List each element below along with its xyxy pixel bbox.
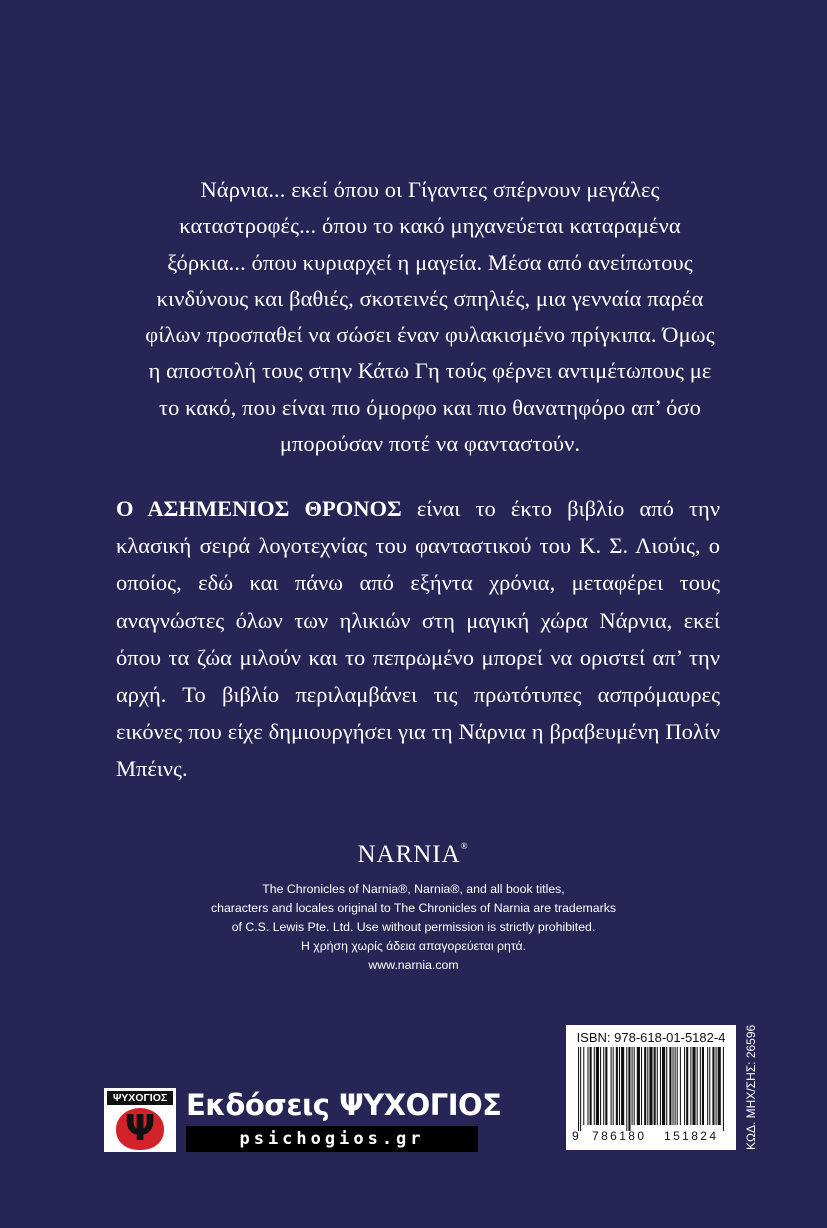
book-title: Ο ΑΣΗΜΕΝΙΟΣ ΘΡΟΝΟΣ — [116, 496, 402, 521]
barcode-bar — [628, 1047, 630, 1131]
psi-icon: Ψ — [116, 1108, 164, 1150]
barcode-bar — [723, 1047, 724, 1131]
barcode-bar — [603, 1047, 604, 1125]
barcode-bar — [675, 1047, 676, 1125]
barcode-bar — [613, 1047, 614, 1125]
narnia-logo-text: NARNIA — [357, 841, 461, 868]
barcode-bar — [680, 1047, 681, 1125]
barcode-bar — [692, 1047, 695, 1125]
barcode-bar — [605, 1047, 607, 1125]
publisher-logo — [104, 1088, 502, 1152]
barcode-bar — [707, 1047, 708, 1125]
barcode-bar — [690, 1047, 691, 1125]
legal-line: characters and locales original to The Chronicles of Narnia are trademarks — [210, 901, 617, 915]
barcode-bar — [712, 1047, 714, 1125]
barcode-bar — [641, 1047, 642, 1125]
barcode-bar — [686, 1047, 688, 1125]
barcode-bar — [660, 1047, 661, 1125]
barcode-bar — [644, 1047, 646, 1125]
barcode-bar — [697, 1047, 698, 1125]
barcode-bar — [673, 1047, 674, 1125]
barcode-bar — [666, 1047, 667, 1125]
barcode-bar — [600, 1047, 601, 1125]
legal-line: Η χρήση χωρίς άδεια απαγορεύεται ρητά. — [300, 939, 527, 953]
barcode-bars — [576, 1047, 726, 1131]
machine-code: ΚΩΔ. ΜΗΧ/ΣΗΣ: 26596 — [744, 1024, 758, 1150]
barcode-bar — [700, 1047, 701, 1125]
back-cover-blurb: Νάρνια... εκεί όπου οι Γίγαντες σπέρνουν μεγάλες καταστροφές... όπου το κακό μηχανεύεται καταραμένα ξόρκια... όπου κυριαρχεί η μαγεία. Μέσα από ανείπωτους κινδύνους και βαθιές, σκοτεινές σπηλιές, μια γενναία παρέα φίλων προσπαθεί να σώσει έναν φυλακισμένο πρίγκιπα. Όμως η αποστολή τους στην Κάτω Γη τούς φέρνει αντιμέτωπους με το κακό, που είναι πιο όμορφο και πιο θανατηφόρο απ’ όσο μπορούσαν ποτέ να φανταστούν. — [145, 177, 715, 457]
narnia-website: www.narnia.com — [368, 958, 459, 972]
barcode-bar — [702, 1047, 704, 1125]
barcode-bar — [632, 1047, 633, 1125]
legal-line: of C.S. Lewis Pte. Ltd. Use without permission is strictly prohibited. — [231, 920, 596, 934]
barcode-bar — [669, 1047, 671, 1125]
isbn-number: ISBN: 978-618-01-5182-4 — [576, 1030, 726, 1045]
publisher-emblem — [104, 1088, 176, 1152]
registered-mark: ® — [460, 841, 469, 851]
barcode-bar — [619, 1047, 620, 1125]
barcode-bar — [580, 1047, 581, 1131]
barcode-bar — [596, 1047, 599, 1125]
barcode-bar — [578, 1047, 579, 1131]
barcode-digits-right: 151824 — [664, 1129, 719, 1143]
barcode-bar — [583, 1047, 584, 1125]
barcode-bar — [677, 1047, 678, 1125]
narnia-logo — [330, 841, 496, 869]
barcode-bar — [616, 1047, 618, 1125]
isbn-barcode — [566, 1025, 736, 1150]
barcode-bar — [684, 1047, 685, 1125]
barcode-digits-left: 786180 — [592, 1129, 647, 1143]
barcode-bar — [649, 1047, 652, 1125]
emblem-label: ΨΥΧΟΓΙΟΣ — [107, 1091, 173, 1105]
book-description — [116, 490, 720, 788]
barcode-bar — [647, 1047, 648, 1125]
barcode-bar — [587, 1047, 588, 1125]
barcode-digit-first: 9 — [572, 1129, 579, 1143]
barcode-bar — [709, 1047, 710, 1125]
barcode-bar — [637, 1047, 640, 1125]
barcode-bar — [716, 1047, 717, 1125]
barcode-bar — [621, 1047, 624, 1125]
barcode-bar — [590, 1047, 592, 1125]
trademark-notice — [200, 880, 627, 975]
barcode-bar — [626, 1047, 627, 1131]
barcode-bar — [594, 1047, 595, 1125]
publisher-website: psichogios.gr — [186, 1126, 478, 1152]
book-description-text: είναι το έκτο βιβλίο από την κλασική σειρά λογοτεχνίας του φανταστικού του Κ. Σ. Λιούις, ο οποίος, εδώ και πάνω από εξήντα χρόνια, μεταφέρει τους αναγνώστες όλων των ηλικιών στη μαγική χώρα Νάρνια, εκεί όπου τα ζώα μιλούν και το πεπρωμένο μπορεί να οριστεί απ’ την αρχή. Το βιβλίο περιλαμβάνει τις πρωτότυπες ασπρόμαυρες εικόνες που είχε δημιουργήσει για τη Νάρνια η βραβευμένη Πολίν Μπέινς. — [116, 496, 720, 782]
barcode-bar — [662, 1047, 665, 1125]
barcode-bar — [634, 1047, 635, 1125]
barcode-bar — [611, 1047, 612, 1125]
publisher-name: Εκδόσεις ΨΥΧΟΓΙΟΣ — [186, 1088, 502, 1122]
legal-line: The Chronicles of Narnia®, Narnia®, and all book titles, — [262, 882, 565, 896]
barcode-bar — [657, 1047, 658, 1125]
barcode-bar — [654, 1047, 656, 1125]
barcode-bar — [718, 1047, 721, 1125]
